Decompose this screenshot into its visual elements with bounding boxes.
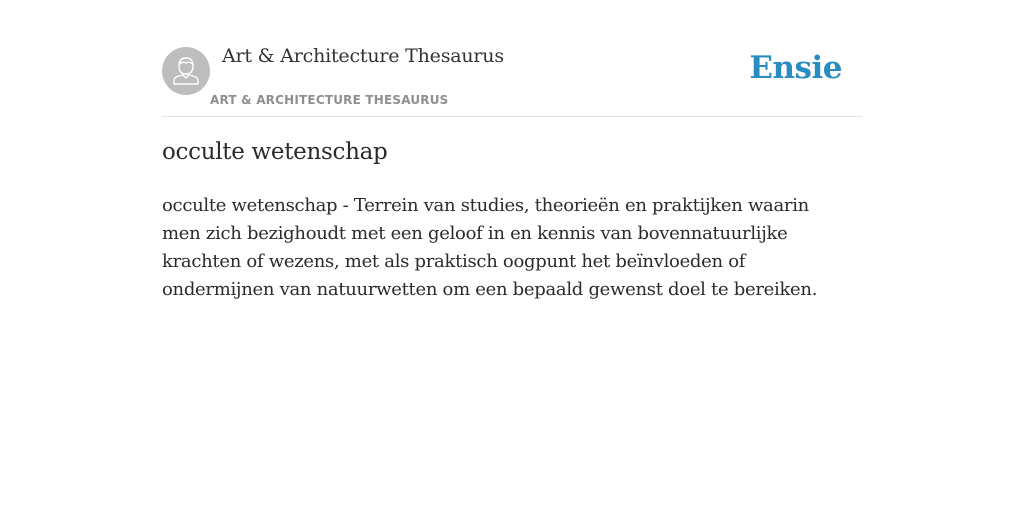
entry-term: occulte wetenschap xyxy=(162,139,388,165)
ensie-logo[interactable]: Ensie xyxy=(749,50,842,86)
entry-definition: occulte wetenschap - Terrein van studies, theorieën en praktijken waarin men zich bezighoudt met een geloof in en kennis van bovennatuurlijke krachten of wezens, met als praktisch oogpunt het beïnvloeden of ondermijnen van natuurwetten om een bepaald gewenst doel te bereiken. xyxy=(162,195,818,300)
source-subtitle[interactable]: ART & ARCHITECTURE THESAURUS xyxy=(210,93,449,107)
entry-header xyxy=(162,0,862,117)
source-title[interactable]: Art & Architecture Thesaurus xyxy=(222,45,504,67)
user-outline-icon xyxy=(162,47,210,95)
avatar[interactable] xyxy=(162,47,210,95)
